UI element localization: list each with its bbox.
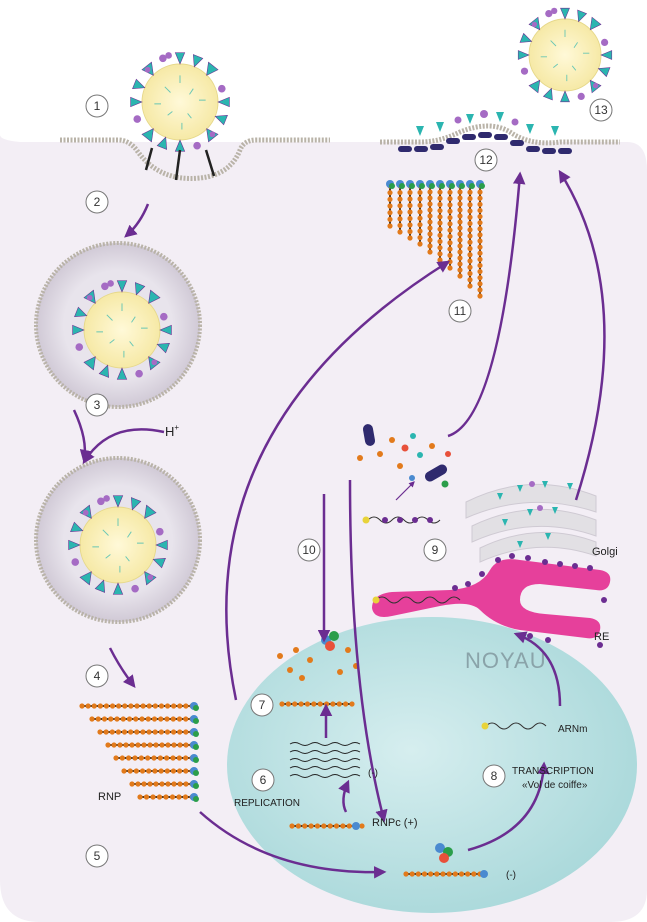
step-marker-7 xyxy=(251,694,273,716)
arnm-label: ARNm xyxy=(558,724,588,735)
step-number: 9 xyxy=(431,543,439,557)
step-number: 5 xyxy=(93,849,101,863)
step-number: 10 xyxy=(302,543,316,557)
step-marker-3 xyxy=(86,394,108,416)
step-marker-11 xyxy=(449,300,471,322)
budding-na xyxy=(455,110,519,126)
step-marker-10 xyxy=(298,539,320,561)
step-number: 1 xyxy=(93,99,101,113)
step-marker-6 xyxy=(252,769,274,791)
transcription-label: TRANSCRIPTION xyxy=(512,766,594,777)
virion-icon xyxy=(131,52,230,151)
step-number: 11 xyxy=(453,304,467,318)
step-marker-4 xyxy=(86,665,108,687)
h-plus-label: H+ xyxy=(165,423,180,439)
step-number: 13 xyxy=(594,103,608,117)
step-marker-1 xyxy=(86,95,108,117)
rnp-row xyxy=(105,742,194,747)
step-number: 8 xyxy=(490,769,498,783)
step-marker-9 xyxy=(424,539,446,561)
golgi-label: Golgi xyxy=(592,546,618,558)
endosome-icon xyxy=(36,243,200,407)
rnp-column xyxy=(407,183,412,240)
step-marker-12 xyxy=(475,149,497,171)
step-marker-5 xyxy=(86,845,108,867)
rnp-column xyxy=(467,183,472,288)
rnp-row xyxy=(129,781,194,786)
replication-label: REPLICATION xyxy=(234,798,300,809)
step-number: 6 xyxy=(259,773,267,787)
rnp-row xyxy=(137,794,194,799)
re-label: RE xyxy=(594,631,610,643)
acidified-endosome-icon xyxy=(36,458,200,622)
nucleus-label: NOYAU xyxy=(465,648,547,673)
step-marker-2 xyxy=(86,191,108,213)
minus-label-1: (-) xyxy=(368,768,378,779)
step-number: 3 xyxy=(93,398,101,412)
vol-coiffe-label: «Vol de coiffe» xyxy=(522,780,588,791)
step-marker-13 xyxy=(590,99,612,121)
nucleus xyxy=(227,617,637,913)
step-number: 12 xyxy=(479,153,493,167)
rnp-row xyxy=(89,716,194,721)
rnpc-label: RNPc (+) xyxy=(372,817,418,829)
released-virion-icon xyxy=(518,8,612,102)
minus-label-2: (-) xyxy=(506,870,516,881)
step-number: 7 xyxy=(258,698,266,712)
step-marker-8 xyxy=(483,765,505,787)
rnp-label: RNP xyxy=(98,791,122,803)
step-number: 2 xyxy=(93,195,101,209)
step-number: 4 xyxy=(93,669,101,683)
